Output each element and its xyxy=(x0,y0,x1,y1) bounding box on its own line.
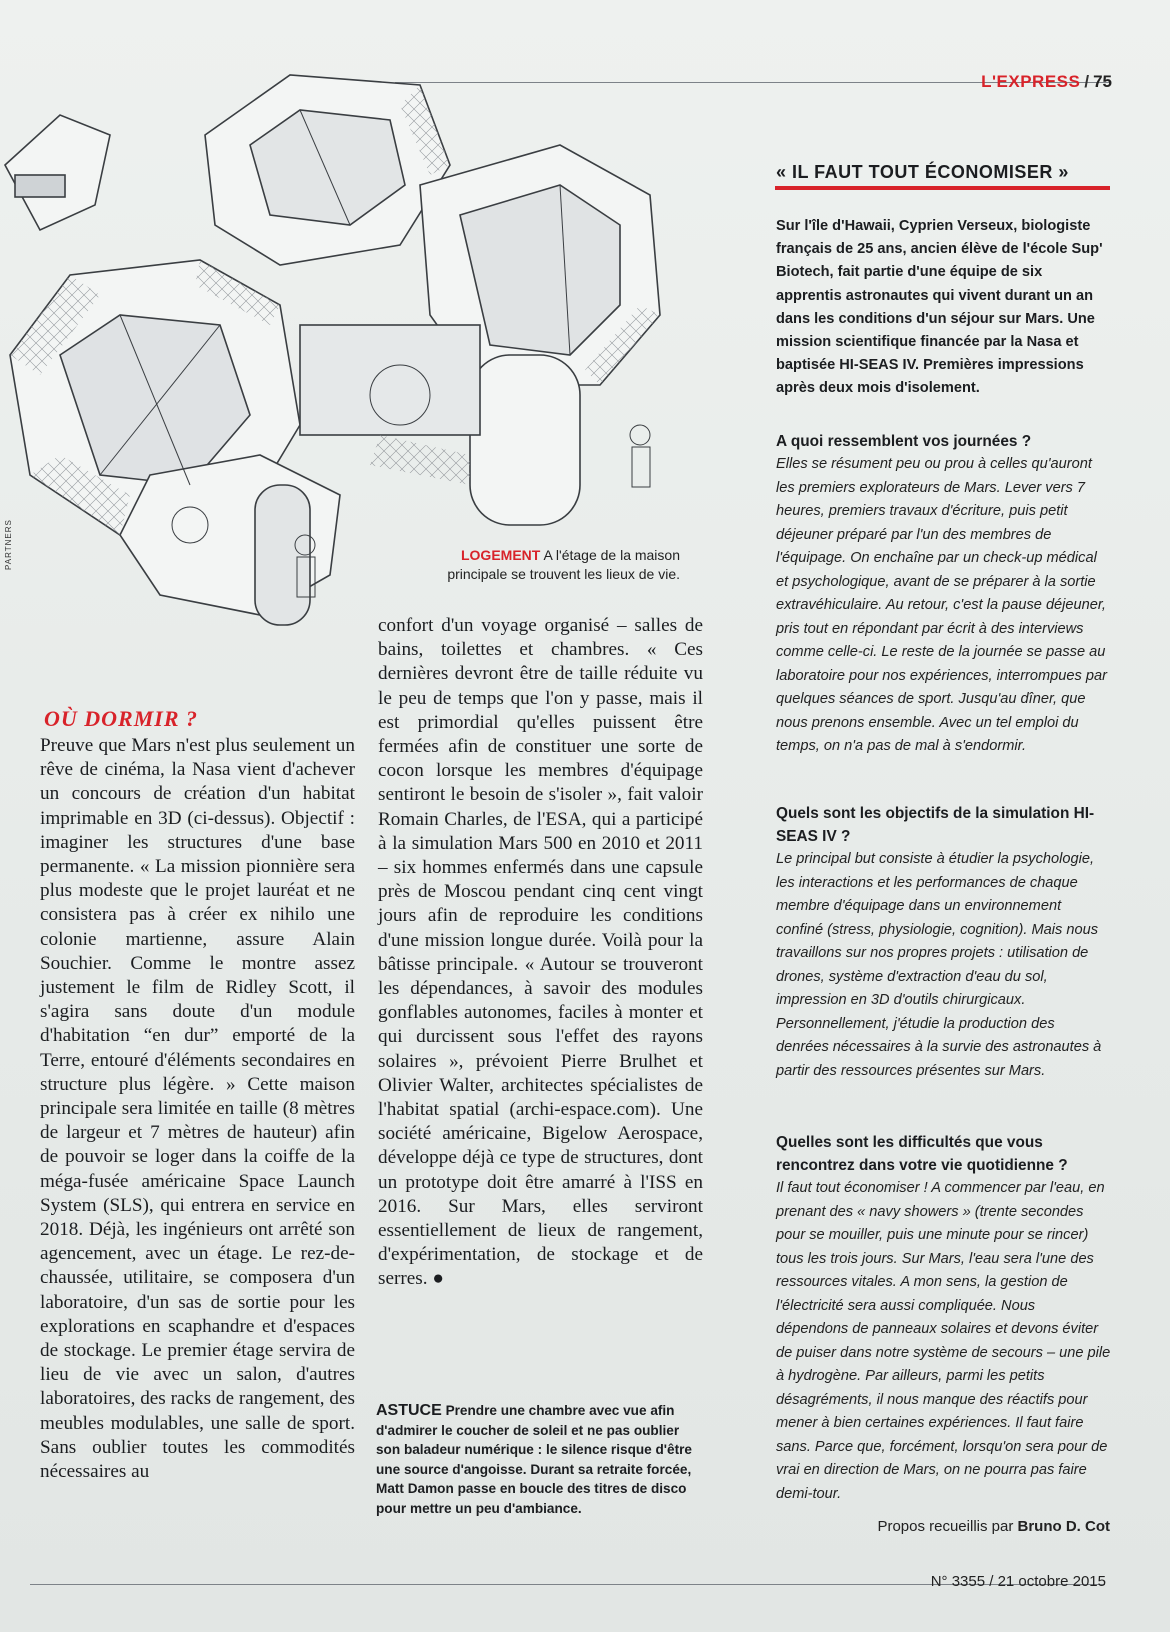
page-folio xyxy=(981,72,1112,92)
interview-intro: Sur l'île d'Hawaii, Cyprien Verseux, biologiste français de 25 ans, ancien élève de l'école Sup' Biotech, fait partie d'une équipe de six apprentis astronautes qui vivent durant un an dans les conditions d'un séjour sur Mars. Une mission scientifique financée par la Nasa et baptisée HI-SEAS IV. Premières impressions après deux mois d'isolement. xyxy=(776,218,1103,397)
tip-label: ASTUCE xyxy=(376,1402,442,1419)
article-column-1: Preuve que Mars n'est plus seulement un rêve de cinéma, la Nasa vient d'achever un concours de création d'un habitat imprimable en 3D (ci-dessus). Objectif : imaginer les structures d'une base permanente. « La mission pionnière sera plus modeste que le projet lauréat et ne consistera pas à créer ex nihilo une colonie martienne, assure Alain Souchier. Comme le montre assez justement le film de Ridley Scott, il s'agira sans doute d'un module d'habitation “en dur” emporté de la Terre, entouré d'éléments secondaires en structure plus légère. » Cette maison principale sera limitée en taille (8 mètres de largeur et 7 mètres de hauteur) afin de pouvoir se loger dans la coiffe de la méga-fusée américaine Space Launch System (SLS), qui entrera en service en 2018. Déjà, les ingénieurs ont arrêté son agencement, avec un étage. Le rez-de-chaussée, utilitaire, se composera d'un laboratoire, d'un sas de sortie pour les explorations en scaphandre et d'espaces de stockage. Le premier étage servira de lieu de vie avec un salon, d'autres laboratoires, des racks de rangement, des meubles modulables, une salle de sport. Sans oublier toutes les commodités nécessaires au xyxy=(40,735,355,1483)
interview-question-1: A quoi ressemblent vos journées ? xyxy=(776,433,1032,450)
interview-answer-1: Elles se résument peu ou prou à celles qu'auront les premiers explorateurs de Mars. Lever vers 7 heures, premiers travaux d'écriture, puis petit déjeuner préparé par l'un des membres de l'équipage. On enchaîne par un check-up médical et psychologique, avant de se préparer à la sortie extravéhiculaire. Au retour, c'est la pause déjeuner, pris tout en répondant par écrit à des interviews comme celle-ci. Le reste de la journée se passe au laboratoire pour nos expériences, interrompues par quelques séances de sport. Jusqu'au dîner, que nous prenons ensemble. Avec un tel emploi du temps, on n'a pas de mal à s'endormir. xyxy=(776,456,1107,754)
article-column-2: confort d'un voyage organisé – salles de bains, toilettes et chambres. « Ces dernières devront être de taille réduite vu le peu de temps que l'on y passe, mais il est primordial qu'elles puissent être fermées afin de constituer une sorte de cocon lorsque les membres d'équipage sentiront le besoin de s'isoler », fait valoir Romain Charles, de l'ESA, qui a participé à la simulation Mars 500 en 2010 et 2011 – six hommes enfermés dans une capsule près de Moscou pendant cinq cent vingt jours afin de reproduire les conditions d'une mission longue durée. Voilà pour la bâtisse principale. « Autour se trouveront les dépendances, à savoir des modules gonflables autonomes, faciles à monter et qui durcissent sous l'effet des rayons solaires », prévoient Pierre Brulhet et Olivier Walter, architectes spécialistes de l'habitat spatial (archi-espace.com). Une société américaine, Bigelow Aerospace, développe déjà ce type de structures, dont un prototype doit être amarré à l'ISS en 2016. Sur Mars, elles serviront essentiellement de lieux de rangement, d'expérimentation, de stockage et de serres. ● xyxy=(378,615,703,1290)
section-heading: OÙ DORMIR ? xyxy=(44,706,199,731)
illustration-caption xyxy=(430,546,680,584)
issue-info: N° 3355 / 21 octobre 2015 xyxy=(930,1573,1106,1590)
interview-question-2: Quels sont les objectifs de la simulation HI-SEAS IV ? xyxy=(776,805,1095,845)
interview-question-3: Quelles sont les difficultés que vous rencontrez dans votre vie quotidienne ? xyxy=(776,1134,1068,1174)
page-number: 75 xyxy=(1093,72,1112,91)
caption-text: A l'étage de la maison principale se trouvent les lieux de vie. xyxy=(447,547,680,582)
signature-author: Bruno D. Cot xyxy=(1017,1518,1110,1535)
caption-tag: LOGEMENT xyxy=(460,547,541,563)
interview-title: « IL FAUT TOUT ÉCONOMISER » xyxy=(776,162,1069,182)
interview-answer-2: Le principal but consiste à étudier la psychologie, les interactions et les performances de chaque membre d'équipage dans un environnement confiné (stress, physiologie, cognition). Mais nous travaillons sur nos propres projets : utilisation de drones, système d'extraction d'eau du sol, impression en 3D d'outils chirurgicaux. Personnellement, j'étudie la production des denrées nécessaires à la survie des astronautes à partir des ressources présentes sur Mars. xyxy=(776,851,1102,1079)
interview-answer-3: Il faut tout économiser ! A commencer par l'eau, en prenant des « navy showers » (trente secondes pour se mouiller, puis une minute pour se rincer) tous les trois jours. Sur Mars, l'eau sera l'une des ressources vitales. A mon sens, la gestion de l'électricité sera aussi compliquée. Nous dépendons de panneaux solaires et devons éviter de puiser dans notre système de secours – une pile à hydrogène. Par ailleurs, parmi les petits désagréments, il nous manque des réactifs pour mener à bien certaines expériences. Il faut faire sans. Parce que, forcément, lorsqu'on sera pour de vrai en direction de Mars, on ne pourra pas faire demi-tour. xyxy=(776,1180,1111,1502)
tip-box xyxy=(376,1401,696,1518)
photo-credit: PARTNERS xyxy=(4,519,13,570)
signature-prefix: Propos recueillis par xyxy=(877,1518,1014,1535)
interview-signature xyxy=(877,1518,1110,1535)
tip-text: Prendre une chambre avec vue afin d'admirer le coucher de soleil et ne pas oublier son baladeur numérique : le silence risque d'être une source d'angoisse. Durant sa retraite forcée, Matt Damon passe en boucle des titres de disco pour mettre un peu d'ambiance. xyxy=(376,1403,692,1516)
interview-title-underline xyxy=(775,186,1110,190)
folio-separator: / xyxy=(1084,72,1090,91)
magazine-brand: L'EXPRESS xyxy=(981,72,1081,91)
